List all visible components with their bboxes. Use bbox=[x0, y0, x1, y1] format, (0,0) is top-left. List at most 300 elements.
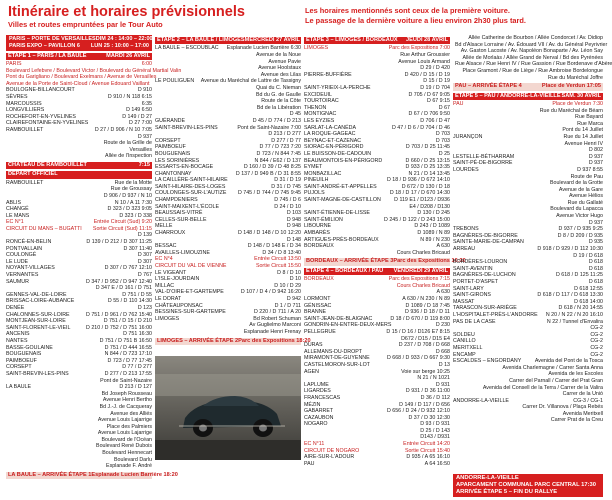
itinerary-row bbox=[155, 118, 301, 125]
town-name: EC N°1 bbox=[6, 219, 24, 226]
route-time: Bd du G. de Gaulle bbox=[255, 91, 301, 98]
route-time: D 618 / D 125 11:25 bbox=[555, 272, 603, 279]
itinerary-row bbox=[304, 289, 450, 296]
final-place: APARCAMENT COMMUNAL PARC CENTRAL 17:30 bbox=[456, 482, 596, 488]
itinerary-row bbox=[6, 364, 152, 371]
itinerary-row bbox=[304, 388, 450, 395]
route-time: D 937 / D 935 9:25 bbox=[558, 226, 603, 233]
town-name: LE POULIGUEN bbox=[155, 78, 195, 85]
itinerary-row bbox=[304, 105, 450, 112]
town-name: BOUGUENAIS bbox=[6, 351, 42, 358]
town-name: LES EYZIES bbox=[304, 117, 335, 124]
town-name: ÉTAPE 4 – BORDEAUX / PAU bbox=[306, 267, 384, 274]
town-name: EC N°4 bbox=[155, 256, 173, 263]
town-name: CELLES-SUR-BELLE bbox=[155, 216, 207, 223]
itinerary-row bbox=[453, 391, 603, 398]
route-time: D 802 bbox=[588, 147, 603, 154]
town-name: MELLE bbox=[155, 223, 173, 230]
itinerary-row bbox=[6, 259, 152, 266]
itinerary-row bbox=[6, 331, 152, 338]
town-name: GÉNISSAC bbox=[304, 302, 332, 309]
town-name: NOYANT-VILLAGES bbox=[6, 265, 55, 272]
route-time: D 148 / D 148 E / D 34 bbox=[247, 243, 301, 250]
route-time: D 1089 / N 89 bbox=[417, 230, 450, 237]
itinerary-row bbox=[6, 378, 152, 385]
route-time: D 918 / D 929 / D 112 10:30 bbox=[537, 246, 603, 253]
town-name: BOULOGNE-BILLANCOURT bbox=[6, 87, 75, 94]
itinerary-row bbox=[155, 111, 301, 118]
route-time: Avenue de la Noue bbox=[256, 52, 301, 58]
itinerary-row bbox=[304, 382, 450, 389]
town-name: MONBAZILLAC bbox=[304, 170, 342, 177]
itinerary-row bbox=[453, 226, 603, 233]
town-name: ABLIS bbox=[6, 199, 22, 206]
itinerary-row bbox=[155, 283, 301, 290]
itinerary-row bbox=[453, 121, 603, 128]
town-name: LORMONT bbox=[304, 296, 331, 302]
route-time: Esplanade F. André bbox=[106, 463, 152, 470]
town-name: CHANTONNAY bbox=[155, 170, 192, 177]
town-name: TREBONS bbox=[453, 226, 479, 233]
town-name: CIRCUIT DU VAL DE VIENNE bbox=[155, 263, 227, 269]
town-name: AMBARÈS bbox=[304, 230, 330, 237]
route-time: Boulevard de la Grotte bbox=[550, 180, 603, 187]
itinerary-row bbox=[304, 375, 450, 382]
town-name: L'ISLE-JOURDAIN bbox=[155, 276, 200, 283]
route-time: D 723 / N 844 7:45 bbox=[256, 150, 301, 157]
route-time: A 630 / N 230 / N 89 bbox=[402, 296, 450, 302]
route-time: D 10 bbox=[289, 276, 301, 283]
town-name: FRANCESCAS bbox=[304, 394, 341, 401]
town-name: SAINT-BREVIN-LES-PINS bbox=[6, 370, 69, 377]
route-time: D 148 bbox=[286, 236, 301, 243]
town-name: SAUMUR bbox=[6, 278, 29, 285]
route-time: D 220 / D 711 / A 20 bbox=[253, 309, 301, 316]
route-time: D 745 / D 744 / D 745 9:45 bbox=[237, 190, 301, 197]
town-name: BEYNAC-ET-CAZENAC bbox=[304, 137, 362, 144]
route-time: Boulevard du Lapacca bbox=[550, 206, 603, 213]
town-name: ARREAU bbox=[453, 246, 476, 253]
route-time: D143 / D931 bbox=[420, 434, 450, 441]
town-name: BORDEAUX – ARRIVÉE ÉTAPE 3 bbox=[306, 258, 394, 265]
town-name: SAINT-BREVIN-LES-PINS bbox=[155, 124, 218, 131]
route-time: Avenue Louis Armand bbox=[398, 58, 450, 65]
route-time: Carrer del Parnall / Carrer del Prat Gran bbox=[509, 377, 603, 384]
town-name: PELLEGRUE bbox=[304, 328, 336, 335]
route-time: Route de la Grille de bbox=[103, 140, 152, 147]
route-time: Parc des Expositions 7:15 bbox=[388, 276, 450, 283]
itinerary-row bbox=[6, 81, 152, 88]
town-name: ESSARTS-EN-BOCAGE bbox=[155, 164, 214, 171]
town-name: PAU – ARRIVÉE ÉTAPE 4 bbox=[455, 83, 522, 90]
route-time: D 420 / D 15 / D 19 bbox=[404, 71, 450, 78]
route-time: D 243 / D 1089 bbox=[414, 223, 450, 230]
town-name: ROCHEFORT-EN-YVELINES bbox=[6, 113, 76, 120]
town-name: BORDEAUX bbox=[304, 276, 334, 283]
itinerary-row bbox=[155, 72, 301, 79]
town-name: SAINT-ÉMILION bbox=[304, 216, 343, 223]
town-name: MERITXELL bbox=[453, 344, 483, 351]
itinerary-row bbox=[155, 59, 301, 66]
route-time: D 910 / N 118 6:15 bbox=[107, 93, 152, 100]
itinerary-row bbox=[6, 411, 152, 418]
itinerary-row bbox=[304, 395, 450, 402]
town-name: ÉTAPE 1 – PARIS / LA BAULE bbox=[8, 52, 87, 59]
route-time: D 751 / D 15 / D 210 bbox=[103, 318, 152, 325]
itinerary-row bbox=[453, 305, 603, 312]
route-time: 7:15 bbox=[138, 161, 150, 168]
town-name: SOLDEU bbox=[453, 331, 475, 338]
route-time: N 21 / D 14 13:45 bbox=[408, 170, 450, 177]
arrival-banner bbox=[6, 471, 178, 479]
town-name: LA BAULE bbox=[6, 384, 32, 391]
itinerary-row bbox=[304, 415, 450, 422]
itinerary-row bbox=[6, 312, 152, 319]
town-name: Pont du Garigliano / Boulevard Exelmans / Avenue de Versailles bbox=[6, 74, 157, 81]
route-time: D 751 / D 55 bbox=[122, 291, 152, 298]
town-name: LA BAULE – ESCOUBLAC bbox=[155, 45, 219, 52]
route-time: N 844 / E62 / D 137 bbox=[254, 157, 301, 164]
note-first-car: Les horaires mentionnés sont ceux de la première voiture. bbox=[305, 6, 510, 15]
itinerary-row bbox=[155, 243, 301, 250]
route-time: D 937 8:55 bbox=[577, 166, 603, 173]
itinerary-row bbox=[453, 358, 603, 365]
route-time: Quai du C. Nieman bbox=[255, 84, 301, 91]
town-name: LA ROQUE-GAGEAC bbox=[304, 131, 356, 138]
route-time: D 18 / D 670 / D 119 8:00 bbox=[390, 315, 450, 322]
itinerary-row bbox=[155, 316, 301, 323]
route-time: D 307 bbox=[137, 252, 152, 259]
route-time: D 230 bbox=[435, 322, 450, 329]
itinerary-row bbox=[6, 371, 152, 378]
itinerary-row bbox=[453, 61, 612, 68]
route-time: Avenue du Maréchal de Lattre de Tassigny bbox=[200, 78, 301, 85]
route-time: Rue du 14 Juillet bbox=[563, 133, 603, 140]
itinerary-row bbox=[155, 197, 301, 204]
itinerary-row bbox=[6, 134, 152, 141]
route-time: D 149 / D 117 / D 656 bbox=[399, 401, 450, 408]
town-name: LE DORAT bbox=[155, 295, 182, 302]
itinerary-row bbox=[453, 114, 603, 121]
itinerary-row bbox=[453, 398, 603, 405]
route-time: A 64 16:50 bbox=[424, 460, 450, 467]
town-name: BAGNÈRES-DE-LUCHON bbox=[453, 272, 516, 279]
route-time: Entrée Circuit (Sud) 9:20 bbox=[93, 219, 152, 226]
route-time: Carrer Dr. Villanova / Plaça Rebés bbox=[522, 404, 603, 411]
route-time: VENDREDI 29 AVRIL bbox=[393, 267, 448, 274]
page-subtitle: Villes et routes empruntées par le Tour Auto bbox=[8, 20, 163, 29]
town-name: MÉZIN bbox=[304, 401, 321, 408]
itinerary-row bbox=[6, 358, 152, 365]
itinerary-row bbox=[304, 309, 450, 316]
route-time: D 751 / D 751 B 16:50 bbox=[99, 337, 152, 344]
route-time: D 8 / D 209 / D 935 bbox=[557, 232, 603, 239]
town-name: BEAUMONTOIS-EN-PÉRIGORD bbox=[304, 157, 383, 164]
itinerary-row bbox=[304, 441, 450, 448]
itinerary-row bbox=[6, 384, 152, 391]
town-name: BOUGUENAIS bbox=[155, 150, 191, 157]
itinerary-row bbox=[304, 316, 450, 323]
column-stage-2 bbox=[155, 35, 311, 346]
route-time: D 45 / D 774 / D 213 bbox=[252, 117, 301, 124]
route-time: D 937 bbox=[588, 160, 603, 167]
final-arrival-banner bbox=[453, 474, 603, 497]
infobar-label: PARIS – PORTE DE VERSAILLES bbox=[9, 36, 96, 42]
route-time: D 618 / N 20 14:55 bbox=[558, 305, 603, 312]
town-name: ANDORRE-LA-VIEILLE bbox=[453, 397, 509, 404]
route-time: D 8 / D 10 bbox=[277, 269, 301, 276]
route-time: D 935 bbox=[588, 239, 603, 246]
route-time: D 137 / D 949 B / D 31 8:55 bbox=[235, 170, 301, 177]
route-time: D 67 / D 706 9:50 bbox=[408, 111, 450, 118]
route-time: D 139 bbox=[137, 232, 152, 239]
itinerary-row bbox=[6, 279, 152, 286]
town-name: ANCENIS bbox=[6, 331, 30, 338]
route-time: Avenue des Alliés bbox=[110, 410, 152, 417]
town-name: DENÉE bbox=[6, 305, 25, 311]
itinerary-row bbox=[304, 144, 450, 151]
route-time: Rue de Groussay bbox=[110, 186, 152, 193]
itinerary-row bbox=[453, 68, 603, 75]
route-time: Carrer Prat de la Creu bbox=[550, 417, 603, 424]
route-time: N 10 / A 11 7:30 bbox=[114, 199, 152, 206]
route-time: D 10 / D 29 bbox=[274, 282, 301, 289]
itinerary-row bbox=[453, 127, 603, 134]
town-name: VAL-D'OIRE-ET-GARTEMPE bbox=[155, 289, 224, 296]
final-city: ANDORRE-LA-VIEILLE bbox=[456, 475, 519, 481]
itinerary-row bbox=[304, 336, 450, 343]
itinerary-row bbox=[304, 428, 450, 435]
route-time: D 307 bbox=[137, 258, 152, 265]
race-car-photo bbox=[155, 356, 301, 460]
route-time: D 36 / D 112 bbox=[420, 394, 450, 401]
route-time: D 931 / D 36 11:00 bbox=[405, 388, 450, 395]
town-name: PINEUILH bbox=[304, 177, 329, 184]
town-name: LIMOGES bbox=[155, 315, 180, 322]
route-time: D 213 / D 277 bbox=[268, 131, 301, 138]
town-name: CORSEPT bbox=[6, 364, 32, 371]
route-time: D 67 9:15 bbox=[427, 98, 450, 105]
route-time: D672 / D15 / D15 E4 bbox=[401, 335, 450, 342]
itinerary-row bbox=[155, 223, 301, 230]
route-time: Sortie Circuit 15:50 bbox=[255, 263, 301, 269]
itinerary-row bbox=[453, 141, 603, 148]
itinerary-row bbox=[453, 332, 603, 339]
route-time: D 745 / D 6 bbox=[274, 197, 301, 204]
route-time: A 630 bbox=[436, 289, 450, 296]
route-time: D 67 bbox=[438, 104, 450, 111]
itinerary-row bbox=[155, 309, 301, 316]
itinerary-row bbox=[453, 411, 603, 418]
town-name: CASTELMORON-SUR-LOT bbox=[304, 361, 370, 368]
route-time: Place de Verdun 17:05 bbox=[541, 83, 601, 90]
town-name: RAMBOUILLET bbox=[6, 179, 44, 186]
route-time: D 31 / D 745 bbox=[271, 183, 301, 190]
arrival-banner bbox=[155, 337, 311, 345]
town-name: L'HOSPITALET-PRÈS-L'ANDORRE bbox=[453, 311, 538, 318]
itinerary-row bbox=[304, 355, 450, 362]
route-time: D 660 / D 25 13:15 bbox=[405, 157, 450, 164]
itinerary-row bbox=[6, 272, 152, 279]
route-time: D 149 / D 27 bbox=[122, 113, 152, 120]
itinerary-row bbox=[304, 72, 450, 79]
town-name: SAINT-PÉ-DE-BIGORRE bbox=[453, 160, 513, 167]
itinerary-row bbox=[6, 424, 152, 431]
route-time: D 24 / D 10 bbox=[274, 203, 301, 210]
itinerary-row bbox=[6, 391, 152, 398]
route-time: D 237 / D 708 / D 668 bbox=[398, 342, 450, 349]
town-name: TOURTOIRAC bbox=[304, 98, 339, 105]
itinerary-row bbox=[6, 87, 152, 94]
arrival-banner bbox=[453, 83, 603, 90]
itinerary-row bbox=[453, 200, 603, 207]
itinerary-row bbox=[453, 345, 603, 352]
town-name: AGEN bbox=[304, 368, 320, 375]
route-time: Av Guglielmo Marconi bbox=[249, 322, 301, 329]
town-name: ÉTAPE 3 – LIMOGES / BORDEAUX bbox=[306, 37, 398, 43]
town-name: AIRE-SUR-L'ADOUR bbox=[304, 454, 355, 461]
route-time: D 77 / D 723 7:20 bbox=[259, 144, 301, 151]
route-time: Esplanade Lucien Barrière 6:30 bbox=[226, 45, 301, 52]
itinerary-row bbox=[6, 127, 152, 134]
route-time: D 751 16:30 bbox=[123, 331, 152, 338]
town-name: SIORAC-EN-PÉRIGORD bbox=[304, 144, 364, 151]
paris-expo-info bbox=[6, 35, 152, 51]
town-name: RONCÉ-EN-BELIN bbox=[6, 239, 52, 246]
town-name: NANTES bbox=[6, 337, 28, 344]
itinerary-row bbox=[6, 61, 152, 68]
infobar-date: LUN 25 : 10:00 – 17:00 bbox=[90, 42, 149, 49]
route-time: D 668 bbox=[435, 348, 450, 355]
route-time: Rue Arthur Groussier bbox=[400, 52, 450, 58]
itinerary-row bbox=[453, 134, 603, 141]
itinerary-row bbox=[6, 437, 152, 444]
itinerary-row bbox=[304, 158, 450, 165]
town-name: CLAIREFONTAINE-EN-YVELINES bbox=[6, 120, 89, 127]
town-name: BORDÈRES-LOURON bbox=[453, 259, 508, 266]
route-time: Boulevard de l'Océan bbox=[101, 436, 152, 443]
route-time: Allée de Morlaàs / Allée Grand de Nerval / Bd des Pyrénées bbox=[462, 54, 603, 61]
itinerary-row bbox=[6, 351, 152, 358]
itinerary-row bbox=[453, 55, 603, 62]
town-name: SAINT-MAGNE-DE-CASTILLON bbox=[304, 197, 381, 204]
itinerary-row bbox=[304, 454, 450, 461]
itinerary-row bbox=[6, 67, 182, 75]
route-time: 6:00 bbox=[141, 61, 152, 67]
town-name: ALLEMANS-DU-DROPT bbox=[304, 348, 362, 355]
route-time: D 139 / D 212 / D 307 11:25 bbox=[86, 239, 152, 246]
itinerary-row bbox=[453, 239, 603, 246]
route-time: Parc des Expositions 18:20 bbox=[238, 337, 311, 344]
route-time: D 245 / D 122 / D 243 15:00 bbox=[384, 216, 450, 223]
itinerary-row bbox=[304, 217, 450, 224]
town-name: EXCIDEUIL bbox=[304, 91, 332, 98]
route-time: D 277 / D 77 bbox=[271, 137, 301, 144]
itinerary-row bbox=[155, 164, 301, 171]
itinerary-row bbox=[453, 213, 603, 220]
town-name: EYMET bbox=[304, 164, 323, 171]
route-time: D 37 / D 30 12:30 bbox=[408, 414, 450, 421]
itinerary-row bbox=[453, 404, 603, 411]
itinerary-row bbox=[453, 279, 603, 286]
itinerary-row bbox=[453, 48, 603, 55]
route-time: Bd de la Libération bbox=[256, 104, 301, 111]
itinerary-row bbox=[155, 237, 301, 244]
itinerary-row bbox=[304, 111, 450, 118]
route-time: D 937 bbox=[137, 133, 152, 140]
itinerary-row bbox=[453, 147, 603, 154]
route-time: Route de Pau bbox=[570, 173, 603, 180]
itinerary-row bbox=[155, 217, 301, 224]
itinerary-row bbox=[304, 461, 450, 468]
route-time: D 1089 / D 18 7:45 bbox=[405, 302, 450, 309]
town-name: COULONGÉ bbox=[6, 252, 37, 259]
route-time: D 148 / D 148 / D 10 12:20 bbox=[237, 230, 301, 237]
itinerary-row bbox=[6, 285, 152, 292]
arrival-banner bbox=[304, 258, 466, 265]
itinerary-row bbox=[6, 292, 152, 299]
itinerary-row bbox=[155, 125, 301, 132]
itinerary-row bbox=[155, 322, 301, 329]
route-time: Avenida Charlemagne / Carrer Santa Anna bbox=[502, 364, 603, 371]
stage-header bbox=[453, 93, 603, 100]
town-name: ARTIGUES-PRÈS-BORDEAUX bbox=[304, 236, 379, 243]
itinerary-row bbox=[453, 174, 603, 181]
route-time: Place des Palmiers bbox=[106, 423, 152, 430]
itinerary-row bbox=[304, 65, 450, 72]
itinerary-row bbox=[6, 325, 152, 332]
route-time: Avenue Hélios bbox=[568, 193, 603, 200]
town-name: BASSE-GOULAINE bbox=[6, 344, 53, 351]
route-time: Cours Charles Bricaud bbox=[396, 282, 450, 289]
itinerary-row bbox=[6, 206, 152, 213]
town-name: LE MANS bbox=[6, 212, 30, 219]
itinerary-row bbox=[453, 371, 603, 378]
itinerary-row bbox=[155, 85, 301, 92]
route-time: D 347 E / D 161 / D 751 bbox=[95, 285, 152, 292]
town-name: MASSAT bbox=[453, 298, 475, 305]
route-time: Cours Charles Bricaud bbox=[396, 249, 450, 256]
route-time: D 107 / D 4 / D 942 16:20 bbox=[240, 289, 301, 296]
route-time: Place Gramont / Rue de Liège / Rue Ambroise Bordelongue bbox=[462, 67, 603, 74]
route-time: Avenue Henri Bertho bbox=[102, 397, 152, 404]
route-time: D 751 / D 961 / D 762 15:40 bbox=[86, 311, 152, 318]
town-name: GENNES-VAL-DE-LOIRE bbox=[6, 291, 67, 298]
route-time: Bd Robert Schuman bbox=[253, 315, 301, 322]
itinerary-row bbox=[453, 220, 603, 227]
town-name: GONDRIN-EN-ENTRE-DEUX-MERS bbox=[304, 322, 392, 329]
itinerary-row bbox=[155, 190, 301, 197]
itinerary-row bbox=[155, 138, 301, 145]
town-name: CAZAUBON bbox=[304, 414, 334, 421]
town-name: Avenue de la Porte de Saint-Cloud / Avenue Edouard Vaillant bbox=[6, 80, 150, 87]
itinerary-row bbox=[304, 59, 450, 66]
route-time: D 45 bbox=[289, 111, 301, 118]
itinerary-row bbox=[6, 404, 152, 411]
route-time: D 25 / D 143 bbox=[420, 427, 450, 434]
itinerary-row bbox=[6, 74, 157, 81]
town-name: LES SORINIÈRES bbox=[155, 157, 200, 164]
itinerary-row bbox=[155, 92, 301, 99]
town-name: SAINT-ÉTIENNE-DE-LISSE bbox=[304, 210, 370, 217]
route-time: Parc des Expositions 16:30 bbox=[393, 258, 466, 265]
itinerary-row bbox=[155, 230, 301, 237]
itinerary-row bbox=[304, 52, 450, 59]
itinerary-row bbox=[304, 329, 450, 336]
town-name: BESSINES-SUR-GARTEMPE bbox=[155, 309, 226, 316]
route-time: N 89 / N 230 bbox=[420, 236, 450, 243]
itinerary-row bbox=[453, 187, 603, 194]
